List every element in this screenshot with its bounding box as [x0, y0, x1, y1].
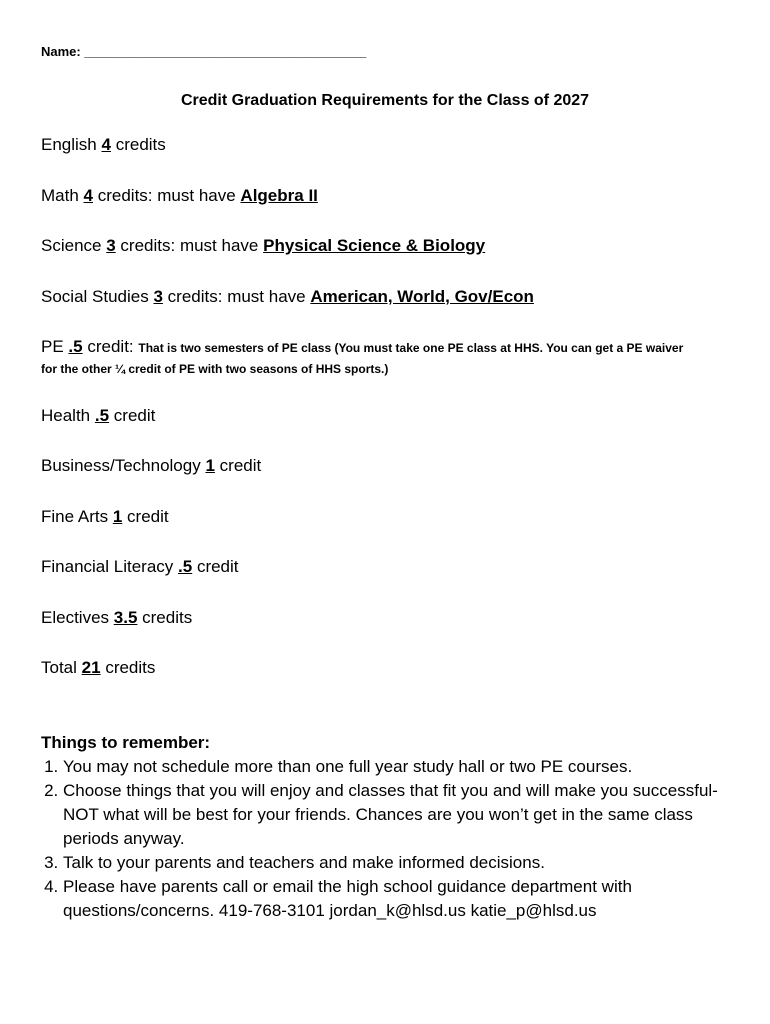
req-subject: Electives: [41, 608, 110, 627]
requirement-health: [41, 406, 155, 426]
list-item: 1. You may not schedule more than one full year study hall or two PE courses.: [63, 755, 741, 779]
list-item: 4. Please have parents call or email the high school guidance department with questions/concerns. 419-768-3101 jordan_k@hlsd.us katie_p@hlsd.us: [63, 875, 741, 923]
req-subject: Math: [41, 186, 79, 205]
req-unit: credit:: [87, 337, 134, 356]
req-credits: 4: [83, 186, 93, 205]
pe-note-line2: for the other ¼ credit of PE with two seasons of HHS sports.): [41, 362, 389, 376]
req-credits: 4: [101, 135, 111, 154]
requirement-financial-literacy: [41, 557, 239, 577]
requirement-electives: [41, 608, 192, 628]
req-unit: credit: [219, 456, 262, 475]
req-unit: credits: must have: [167, 287, 306, 306]
list-item: 2. Choose things that you will enjoy and classes that fit you and will make you successful- NOT what will be best for your friends. Chances are you won’t get in the same class periods anyway.: [63, 779, 741, 851]
pe-note-line1: That is two semesters of PE class (You must take one PE class at HHS. You can get a PE waiver: [138, 341, 684, 355]
list-item: 3. Talk to your parents and teachers and make informed decisions.: [63, 851, 741, 875]
req-credits: 3.5: [113, 608, 138, 627]
things-to-remember: [41, 733, 741, 923]
req-unit: credits: must have: [97, 186, 236, 205]
req-credits: 1: [205, 456, 215, 475]
requirement-total: [41, 658, 155, 678]
req-credits: .5: [178, 557, 193, 576]
requirement-math: [41, 186, 318, 206]
req-subject: Health: [41, 406, 91, 425]
req-subject: Financial Literacy: [41, 557, 174, 576]
req-subject: Science: [41, 236, 102, 255]
req-credits: 3: [153, 287, 163, 306]
req-credits: 3: [106, 236, 116, 255]
req-unit: credit: [196, 557, 239, 576]
requirement-social-studies: [41, 287, 534, 307]
req-unit: credits: [115, 135, 166, 154]
remember-title: Things to remember:: [41, 733, 211, 752]
requirement-business-technology: [41, 456, 261, 476]
requirement-english: [41, 135, 166, 155]
req-unit: credits: must have: [120, 236, 259, 255]
req-credits: .5: [68, 337, 83, 356]
req-required-course: Algebra II: [240, 186, 318, 205]
req-credits: 1: [112, 507, 123, 526]
requirement-pe: [41, 337, 683, 357]
req-subject: Social Studies: [41, 287, 149, 306]
name-field: Name: _______________________________________: [41, 44, 367, 59]
req-subject: Fine Arts: [41, 507, 109, 526]
page-title: Credit Graduation Requirements for the Class of 2027: [180, 92, 590, 109]
req-unit: credit: [113, 406, 156, 425]
req-unit: credits: [105, 658, 156, 677]
req-subject: Total: [41, 658, 77, 677]
req-required-course: American, World, Gov/Econ: [310, 287, 534, 306]
req-unit: credit: [127, 507, 169, 526]
requirement-science: [41, 236, 485, 256]
req-unit: credits: [142, 608, 193, 627]
req-required-course: Physical Science & Biology: [263, 236, 486, 255]
requirement-fine-arts: [41, 507, 169, 527]
remember-list: [41, 755, 741, 923]
req-subject: PE: [41, 337, 64, 356]
req-subject: Business/Technology: [41, 456, 201, 475]
req-credits: 21: [81, 658, 101, 677]
req-credits: .5: [94, 406, 110, 425]
req-subject: English: [41, 135, 97, 154]
